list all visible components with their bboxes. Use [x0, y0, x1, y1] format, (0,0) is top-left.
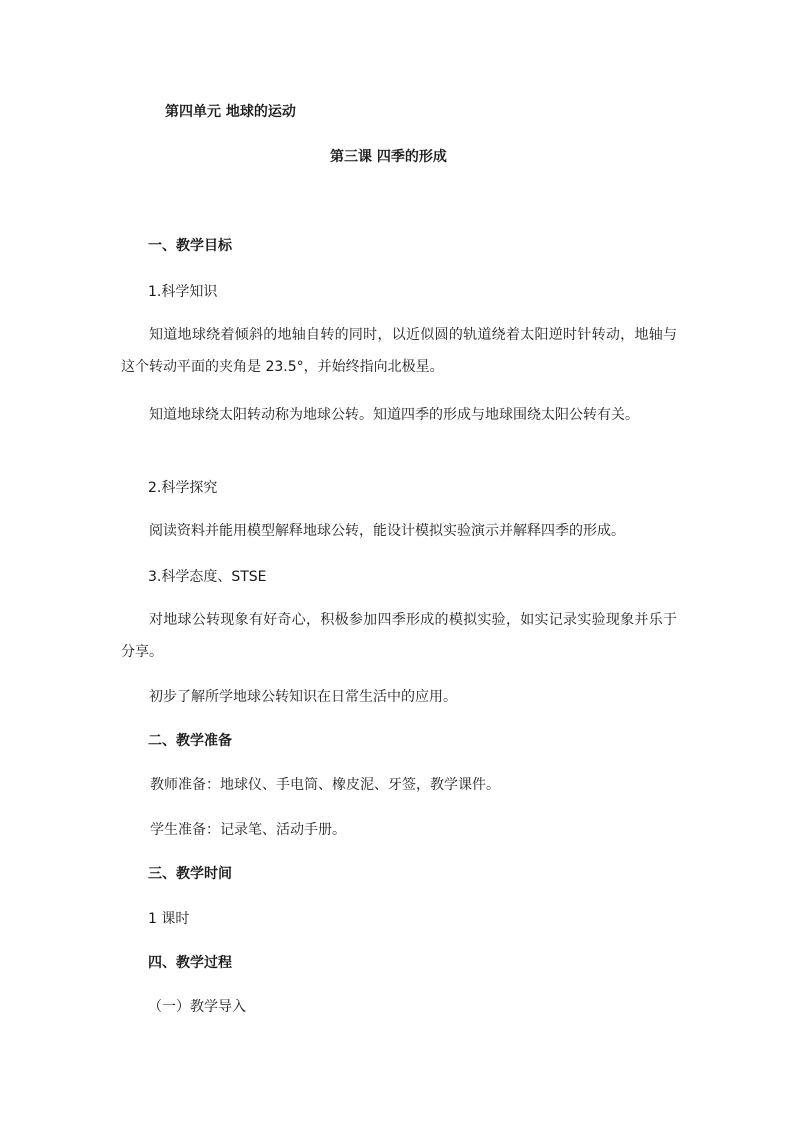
section-heading-preparation: 二、教学准备 — [148, 733, 232, 749]
subheading-science-attitude: 3.科学态度、STSE — [148, 569, 267, 585]
subheading-introduction: （一）教学导入 — [148, 999, 246, 1015]
paragraph-attitude-2: 初步了解所学地球公转知识在日常生活中的应用。 — [149, 689, 457, 705]
student-preparation: 学生准备：记录笔、活动手册。 — [150, 822, 346, 838]
subheading-science-knowledge: 1.科学知识 — [148, 284, 218, 300]
lesson-title: 第三课 四季的形成 — [330, 149, 447, 165]
unit-title: 第四单元 地球的运动 — [165, 104, 296, 120]
paragraph-inquiry-1: 阅读资料并能用模型解释地球公转，能设计模拟实验演示并解释四季的形成。 — [149, 523, 625, 539]
paragraph-knowledge-2: 知道地球绕太阳转动称为地球公转。知道四季的形成与地球围绕太阳公转有关。 — [149, 407, 639, 423]
subheading-science-inquiry: 2.科学探究 — [148, 480, 218, 496]
section-heading-process: 四、教学过程 — [148, 955, 232, 971]
section-heading-objectives: 一、教学目标 — [148, 238, 232, 254]
section-heading-time: 三、教学时间 — [148, 866, 232, 882]
paragraph-attitude-1: 对地球公转现象有好奇心，积极参加四季形成的模拟实验，如实记录实验现象并乐于分享。 — [121, 612, 677, 660]
teacher-preparation: 教师准备：地球仪、手电筒、橡皮泥、牙签，教学课件。 — [150, 777, 500, 793]
paragraph-knowledge-1: 知道地球绕着倾斜的地轴自转的同时，以近似圆的轨道绕着太阳逆时针转动，地轴与这个转动平面的夹角是 23.5°，并始终指向北极星。 — [121, 327, 677, 375]
teaching-time-value: 1 课时 — [148, 911, 190, 927]
